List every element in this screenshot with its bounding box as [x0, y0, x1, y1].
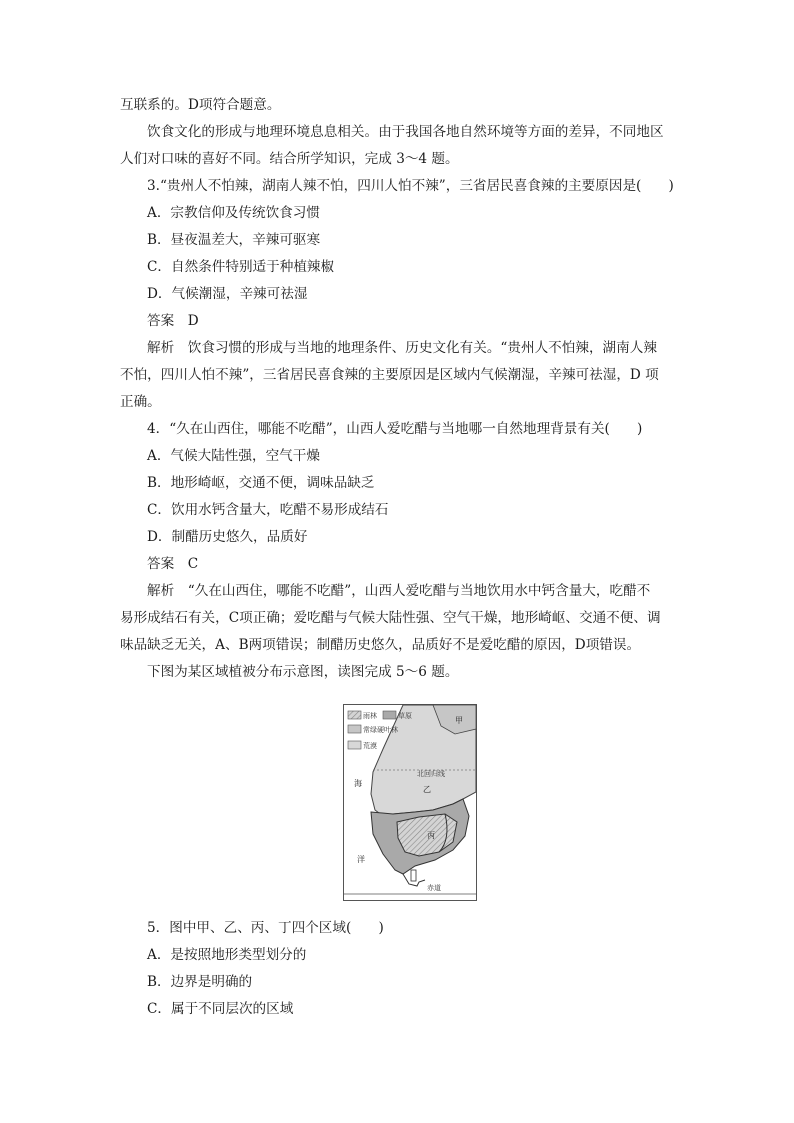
option-a: A．是按照地形类型划分的 [147, 947, 307, 963]
legend-savanna: 草原 [398, 712, 412, 720]
label-jia: 甲 [455, 716, 463, 725]
option-d: D．气候潮湿，辛辣可祛湿 [147, 286, 308, 302]
figure-intro: 下图为某区域植被分布示意图，读图完成 5～6 题。 [147, 664, 459, 680]
legend-swatch-savanna [383, 711, 396, 719]
option-c: C．饮用水钙含量大，吃醋不易形成结石 [147, 502, 389, 518]
option-a: A．宗教信仰及传统饮食习惯 [147, 205, 320, 221]
option-b: B．地形崎岖，交通不便，调味品缺乏 [147, 475, 375, 491]
explanation: 易形成结石有关，C项正确；爱吃醋与气候大陆性强、空气干燥，地形崎岖、交通不便、调 [120, 610, 661, 626]
explanation: 味品缺乏无关，A、B两项错误；制醋历史悠久，品质好不是爱吃醋的原因，D项错误。 [120, 637, 641, 653]
answer: 答案 D [147, 313, 199, 329]
text-line: 饮食文化的形成与地理环境息息相关。由于我国各地自然环境等方面的差异，不同地区 [147, 124, 664, 140]
question-5-block [120, 915, 680, 1023]
option-b: B．昼夜温差大，辛辣可驱寒 [147, 232, 321, 248]
text-line: 人们对口味的喜好不同。结合所学知识，完成 3～4 题。 [120, 151, 459, 167]
legend-desert: 荒漠 [363, 742, 377, 750]
option-b: B．边界是明确的 [147, 974, 253, 990]
question-3: 3.“贵州人不怕辣，湖南人辣不怕，四川人怕不辣”，三省居民喜食辣的主要原因是( ) [147, 178, 674, 194]
vegetation-map [343, 704, 477, 901]
legend-rainforest: 雨林 [363, 712, 377, 720]
vegetation-map-svg [343, 704, 477, 901]
region-ding-marker [411, 870, 416, 881]
label-sea: 海 [354, 779, 362, 788]
question-4: 4．“久在山西住，哪能不吃醋”，山西人爱吃醋与当地哪一自然地理背景有关( ) [147, 421, 643, 437]
text-line: 互联系的。D项符合题意。 [120, 97, 281, 113]
option-c: C．自然条件特别适于种植辣椒 [147, 259, 335, 275]
explanation: 正确。 [120, 394, 161, 410]
label-yi: 乙 [423, 785, 431, 794]
answer: 答案 C [147, 556, 199, 572]
explanation: 解析 饮食习惯的形成与当地的地理条件、历史文化有关。“贵州人不怕辣，湖南人辣 [147, 340, 657, 356]
question-5: 5．图中甲、乙、丙、丁四个区域( ) [147, 920, 384, 936]
page-body [120, 92, 680, 686]
option-c: C．属于不同层次的区域 [147, 1001, 294, 1017]
label-ocean: 洋 [357, 855, 365, 864]
legend-swatch-sclerophyll [348, 725, 361, 733]
explanation: 不怕，四川人怕不辣”，三省居民喜食辣的主要原因是区域内气候潮湿，辛辣可祛湿，D 项 [120, 367, 659, 383]
legend-swatch-rainforest [348, 711, 361, 719]
label-bing: 丙 [427, 831, 435, 840]
legend-sclerophyll: 常绿硬叶林 [363, 726, 398, 734]
explanation: 解析 “久在山西住，哪能不吃醋”，山西人爱吃醋与当地饮用水中钙含量大，吃醋不 [147, 583, 651, 599]
option-d: D．制醋历史悠久，品质好 [147, 529, 308, 545]
label-equator: 赤道 [427, 884, 441, 892]
legend-swatch-desert [348, 741, 361, 749]
label-tropic: 北回归线 [417, 770, 445, 778]
option-a: A．气候大陆性强，空气干燥 [147, 448, 320, 464]
